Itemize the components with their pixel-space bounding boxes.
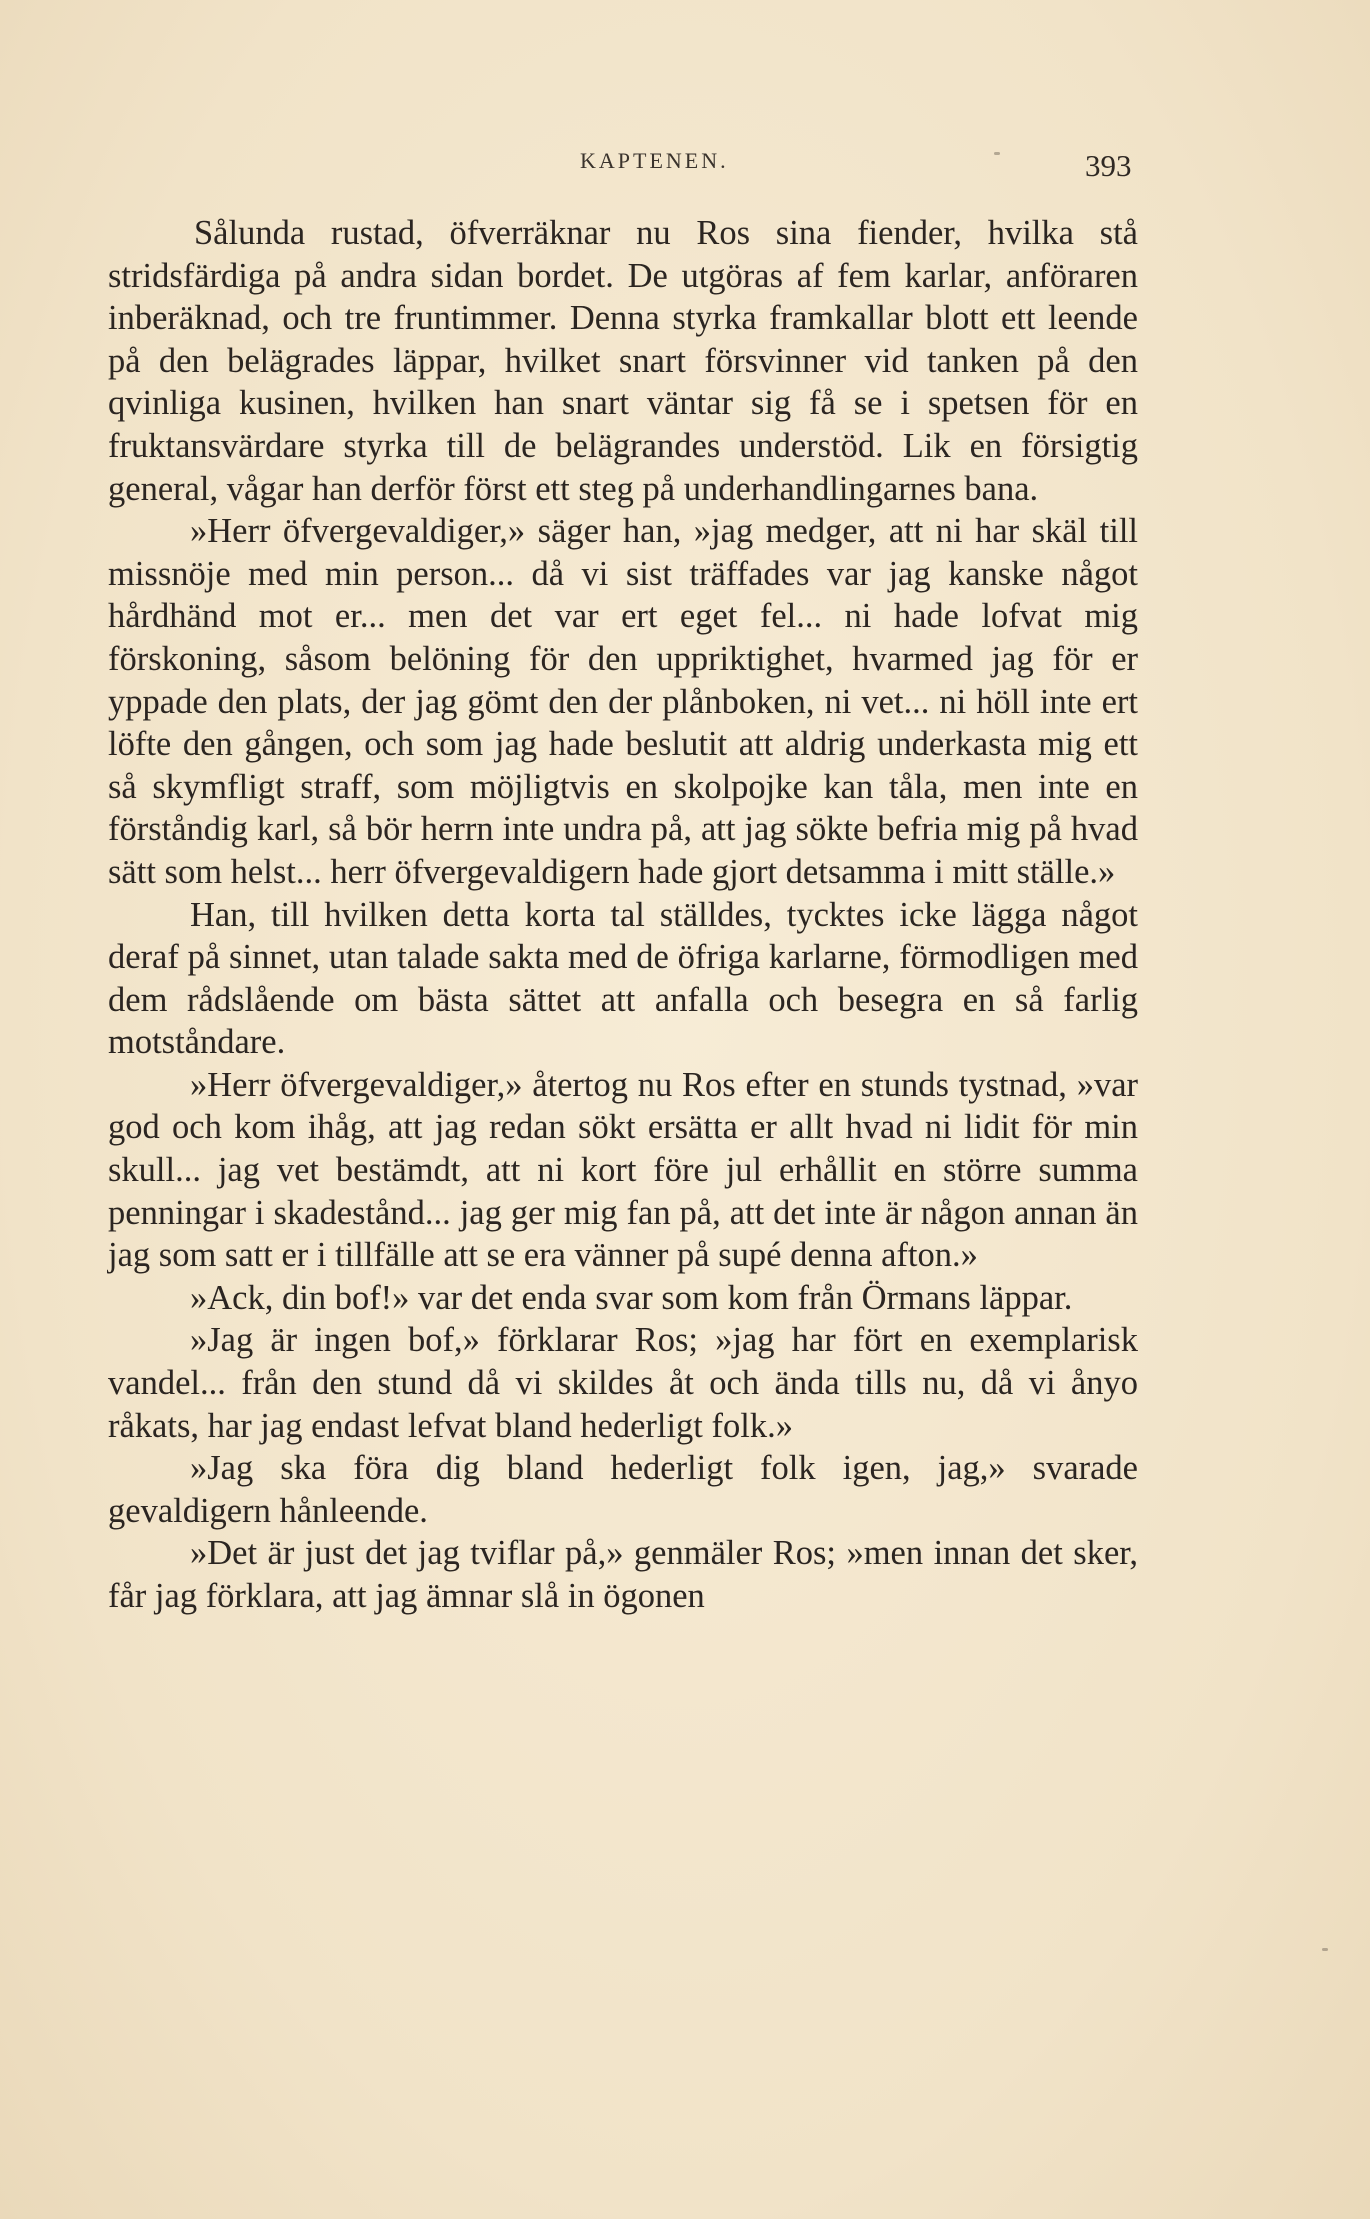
paragraph: »Jag ska föra dig bland hederligt folk igen, jag,» svarade gevaldigern hånleende. — [108, 1449, 1138, 1530]
running-title: KAPTENEN. — [580, 148, 729, 173]
paragraph: »Ack, din bof!» var det enda svar som kom från Örmans läppar. — [190, 1278, 1073, 1317]
paper-speck — [994, 152, 1000, 155]
running-head — [0, 148, 1370, 188]
paragraph: Han, till hvilken detta korta tal ställdes, tycktes icke lägga något deraf på sinnet, utan talade sakta med de öfriga karlarne, förmodligen med dem rådslående om bästa sättet att anfalla och besegra en så farlig motståndare. — [108, 895, 1138, 1062]
paragraph: Sålunda rustad, öfverräknar nu Ros sina fiender, hvilka stå stridsfärdiga på andra sidan bordet. De utgöras af fem karlar, anföraren inberäknad, och tre fruntimmer. Denna styrka framkallar blott ett leende på den belägrades läppar, hvilket snart försvinner vid tanken på den qvinliga kusinen, hvilken han snart väntar sig få se i spetsen för en fruktansvärdare styrka till de belägrandes understöd. Lik en försigtig general, vågar han derför först ett steg på underhandlingarnes bana. — [108, 214, 1138, 508]
paragraph: »Herr öfvergevaldiger,» återtog nu Ros efter en stunds tystnad, »var god och kom ihåg, att jag redan sökt ersätta er allt hvad ni lidit för min skull... jag vet bestämdt, att ni kort före jul erhållit en större summa penningar i skadestånd... jag ger mig fan på, att det inte är någon annan än jag som satt er i tillfälle att se era vänner på supé denna afton.» — [108, 1065, 1138, 1275]
paper-speck — [1322, 1948, 1328, 1951]
page-number: 393 — [1085, 148, 1132, 183]
body-text — [108, 212, 1138, 1618]
paragraph: »Det är just det jag tviflar på,» genmäler Ros; »men innan det sker, får jag förklara, att jag ämnar slå in ögonen — [108, 1534, 1138, 1615]
paragraph: »Herr öfvergevaldiger,» säger han, »jag medger, att ni har skäl till missnöje med min person... då vi sist träffades var jag kanske något hårdhänd mot er... men det var ert eget fel... ni hade lofvat mig förskoning, såsom belöning för den uppriktighet, hvarmed jag för er yppade den plats, der jag gömt den der plånboken, ni vet... ni höll inte ert löfte den gången, och som jag hade beslutit att aldrig underkasta mig ett så skymfligt straff, som möjligtvis en skolpojke kan tåla, men inte en förståndig karl, så bör herrn inte undra på, att jag sökte befria mig på hvad sätt som helst... herr öfvergevaldigern hade gjort detsamma i mitt ställe.» — [108, 512, 1138, 891]
paragraph: »Jag är ingen bof,» förklarar Ros; »jag har fört en exemplarisk vandel... från den stund då vi skildes åt och ända tills nu, då vi ånyo råkats, har jag endast lefvat bland hederligt folk.» — [108, 1321, 1138, 1445]
